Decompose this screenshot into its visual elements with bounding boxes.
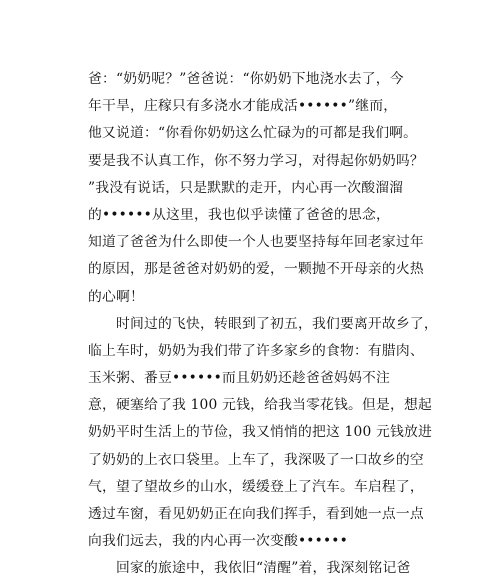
text-line: 回家的旅途中，我依旧“清醒”着，我深刻铭记爸 <box>88 560 411 577</box>
text-line: 的心啊！ <box>88 288 144 305</box>
text-line: 意，硬塞给了我 100 元钱，给我当零花钱。但是，想起 <box>88 397 433 414</box>
text-line: 的••••••从这里，我也似乎读懂了爸爸的思念， <box>88 206 390 223</box>
text-line: 要是我不认真工作，你不努力学习，对得起你奶奶吗？ <box>88 152 424 169</box>
text-line: 奶奶平时生活上的节俭，我又悄悄的把这 100 元钱放进 <box>88 424 433 441</box>
text-line: 了奶奶的上衣口袋里。上车了，我深吸了一口故乡的空 <box>88 451 424 468</box>
text-line: 向我们远去，我的内心再一次变酸•••••• <box>88 533 348 550</box>
text-line: 他又说道：“你看你奶奶这么忙碌为的可都是我们啊。 <box>88 125 418 142</box>
text-line: 时间过的飞快，转眼到了初五，我们要离开故乡了， <box>88 315 438 332</box>
text-line: 临上车时，奶奶为我们带了许多家乡的食物：有腊肉、 <box>88 342 424 359</box>
text-line: ”我没有说话，只是默默的走开，内心再一次酸溜溜 <box>88 179 404 196</box>
text-line: 气，望了望故乡的山水，缓缓登上了汽车。车启程了， <box>88 478 424 495</box>
text-line: 透过车窗，看见奶奶正在向我们挥手，看到她一点一点 <box>88 506 424 522</box>
text-line: 玉米粥、番豆••••••而且奶奶还趁爸爸妈妈不注 <box>88 370 390 387</box>
text-line: 知道了爸爸为什么即使一个人也要坚持每年回老家过年 <box>88 234 424 251</box>
body-text <box>88 66 438 583</box>
text-line: 的原因，那是爸爸对奶奶的爱，一颗抛不开母亲的火热 <box>88 261 424 278</box>
text-line: 爸：“奶奶呢？”爸爸说：“你奶奶下地浇水去了，今 <box>88 71 404 87</box>
text-line: 年干旱，庄稼只有多浇水才能成活••••••”继而， <box>88 98 398 115</box>
